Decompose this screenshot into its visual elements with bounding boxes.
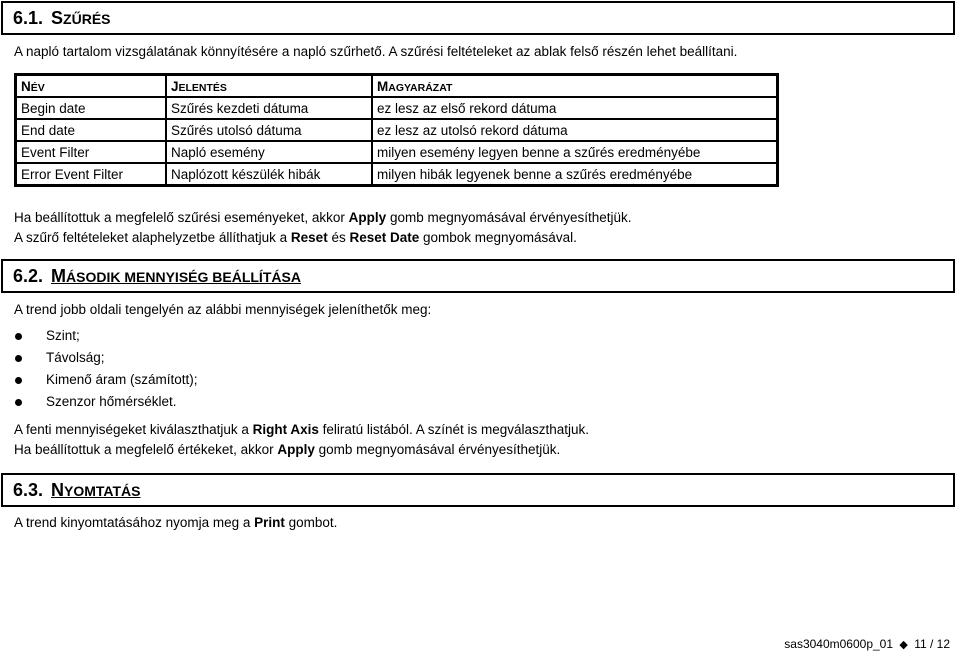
table-cell: Szűrés kezdeti dátuma: [166, 97, 372, 119]
table-row: [16, 97, 778, 119]
table-row: [16, 163, 778, 186]
table-row: [16, 141, 778, 163]
section1-intro: A napló tartalom vizsgálatának könnyítésére a napló szűrhető. A szűrési feltételeket az ablak felső részén lehet beállítani.: [14, 44, 738, 59]
section2-intro: A trend jobb oldali tengelyén az alábbi mennyiségek jeleníthetők meg:: [14, 302, 432, 317]
table-cell: End date: [16, 119, 167, 141]
section2-right-axis-note: A fenti mennyiségeket kiválaszthatjuk a Right Axis feliratú listából. A színét is megválaszthatjuk.: [14, 422, 590, 437]
table-cell: milyen hibák legyenek benne a szűrés eredményébe: [372, 163, 778, 186]
section-title: SZŰRÉS: [51, 7, 111, 28]
bullet-icon: [15, 355, 22, 362]
table-cell: milyen esemény legyen benne a szűrés eredményébe: [372, 141, 778, 163]
header-nev: NÉV: [16, 75, 167, 98]
table-cell: Event Filter: [16, 141, 167, 163]
table-cell: Error Event Filter: [16, 163, 167, 186]
quantity-list: [14, 325, 198, 413]
bullet-icon: [15, 377, 22, 384]
section3-print-note: A trend kinyomtatásához nyomja meg a Print gombot.: [14, 515, 338, 530]
list-item: Szint;: [14, 325, 198, 347]
section-number: 6.1.: [13, 7, 44, 28]
section-heading-6-1: [1, 1, 955, 35]
section-title: NYOMTATÁS: [51, 479, 141, 500]
bullet-icon: [15, 399, 22, 406]
section2-apply-note: Ha beállítottuk a megfelelő értékeket, akkor Apply gomb megnyomásával érvényesíthetjük.: [14, 442, 561, 457]
table-cell: Szűrés utolsó dátuma: [166, 119, 372, 141]
section-number: 6.2.: [13, 265, 44, 286]
section1-apply-note: Ha beállítottuk a megfelelő szűrési eseményeket, akkor Apply gomb megnyomásával érvényesíthetjük.: [14, 210, 632, 225]
table-cell: ez lesz az utolsó rekord dátuma: [372, 119, 778, 141]
header-magyarazat: MAGYARÁZAT: [372, 75, 778, 98]
page-number: 11 / 12: [914, 637, 950, 651]
page-footer: [784, 637, 950, 651]
table-row: [16, 119, 778, 141]
table-cell: Naplózott készülék hibák: [166, 163, 372, 186]
section-heading-6-2: [1, 259, 955, 293]
bullet-icon: [15, 333, 22, 340]
table-cell: Napló esemény: [166, 141, 372, 163]
list-item: Távolság;: [14, 347, 198, 369]
table-cell: Begin date: [16, 97, 167, 119]
table-cell: ez lesz az első rekord dátuma: [372, 97, 778, 119]
diamond-icon: ◆: [899, 639, 908, 651]
table-header-row: [16, 75, 778, 98]
header-jelentes: JELENTÉS: [166, 75, 372, 98]
filter-parameter-table: [14, 73, 779, 187]
section-number: 6.3.: [13, 479, 44, 500]
section-title: MÁSODIK MENNYISÉG BEÁLLÍTÁSA: [51, 265, 301, 286]
document-id: sas3040m0600p_01: [784, 637, 894, 651]
list-item: Szenzor hőmérséklet.: [14, 391, 198, 413]
list-item: Kimenő áram (számított);: [14, 369, 198, 391]
section1-reset-note: A szűrő feltételeket alaphelyzetbe állíthatjuk a Reset és Reset Date gombok megnyomásával.: [14, 230, 577, 245]
section-heading-6-3: [1, 473, 955, 507]
